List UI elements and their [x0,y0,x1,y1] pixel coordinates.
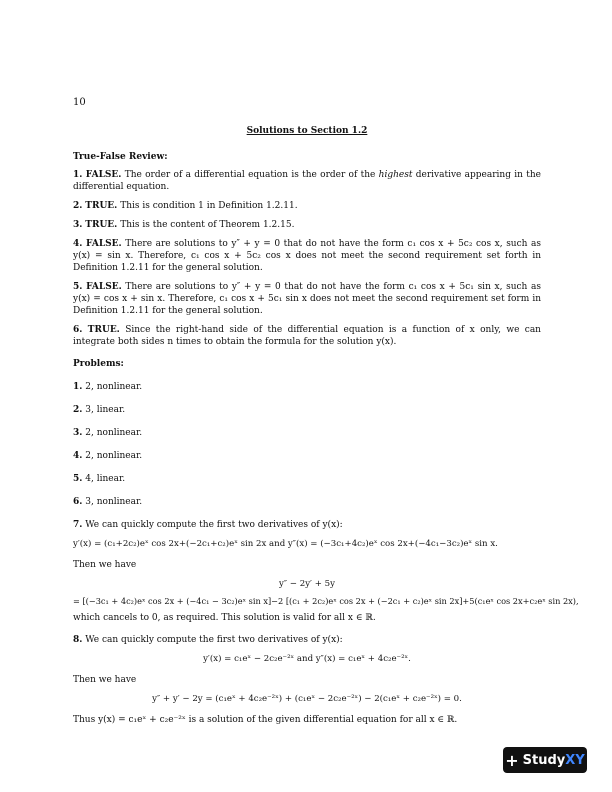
problem-8: 8. We can quickly compute the first two derivatives of y(x): [73,635,343,645]
problem-item: 1. 2, nonlinear. [73,382,143,392]
studyxy-logo[interactable]: + Study XY [503,747,587,773]
problems-heading: Problems: [73,359,124,369]
tf-item: 5. FALSE. There are solutions to y″ + y = 0 that do not have the form c₁ cos x + 5c₁ sin x, such as y(x) = cos x + sin x. Therefore, c₁ cos x + 5c₁ sin x does not meet the second requirement set form in Definition 1.2.11 for the general solution. [73,282,541,316]
p8-derivatives: y′(x) = c₁eˣ − 2c₂e⁻²ˣ and y″(x) = c₁eˣ + 4c₂e⁻²ˣ. [203,654,411,664]
p7-conclusion: which cancels to 0, as required. This solution is valid for all x ∈ ℝ. [73,613,376,623]
p8-then: Then we have [73,675,137,685]
tf-item: 1. FALSE. The order of a differential equation is the order of the highest derivative appearing in the differential equation. [73,170,541,192]
page-title: Solutions to Section 1.2 [246,126,368,136]
p8-conclusion: Thus y(x) = c₁eˣ + c₂e⁻²ˣ is a solution of the given differential equation for all x ∈ ℝ. [73,715,458,725]
page-number: 10 [73,97,86,108]
problem-item: 5. 4, linear. [73,474,126,484]
tf-item: 4. FALSE. There are solutions to y″ + y = 0 that do not have the form c₁ cos x + 5c₂ cos x, such as y(x) = sin x. Therefore, c₁ cos x + 5c₂ cos x does not meet the second requirement set forth in Definition 1.2.11 for the general solution. [73,239,542,273]
tf-item: 3. TRUE. This is the content of Theorem 1.2.15. [73,220,295,230]
problem-item: 6. 3, nonlinear. [73,497,143,507]
tf-heading: True-False Review: [73,152,168,162]
tf-item: 6. TRUE. Since the right-hand side of the differential equation is a function of x only, we can integrate both sides n times to obtain the formula for the solution y(x). [73,325,541,347]
problem-item: 4. 2, nonlinear. [73,451,143,461]
p7-expansion: = [(−3c₁ + 4c₂)eˣ cos 2x + (−4c₁ − 3c₂)eˣ sin x]−2 [(c₁ + 2c₂)eˣ cos 2x + (−2c₁ + c₂)eˣ sin 2x]+5(c₁eˣ cos 2x+c₂eˣ sin 2x), [73,596,579,606]
tf-item: 2. TRUE. This is condition 1 in Definition 1.2.11. [73,201,298,211]
problem-item: 2. 3, linear. [73,405,126,415]
problem-item: 3. 2, nonlinear. [73,428,143,438]
p8-verification: y″ + y′ − 2y = (c₁eˣ + 4c₂e⁻²ˣ) + (c₁eˣ − 2c₂e⁻²ˣ) − 2(c₁eˣ + c₂e⁻²ˣ) = 0. [152,694,462,704]
p7-expression: y″ − 2y′ + 5y [279,579,335,589]
p7-derivatives: y′(x) = (c₁+2c₂)eˣ cos 2x+(−2c₁+c₂)eˣ sin 2x and y″(x) = (−3c₁+4c₂)eˣ cos 2x+(−4c₁−3c₂)eˣ sin x. [73,539,498,549]
problem-7: 7. We can quickly compute the first two derivatives of y(x): [73,520,343,530]
p7-then: Then we have [73,560,137,570]
page-content [73,125,579,733]
plus-icon: + [505,750,519,770]
